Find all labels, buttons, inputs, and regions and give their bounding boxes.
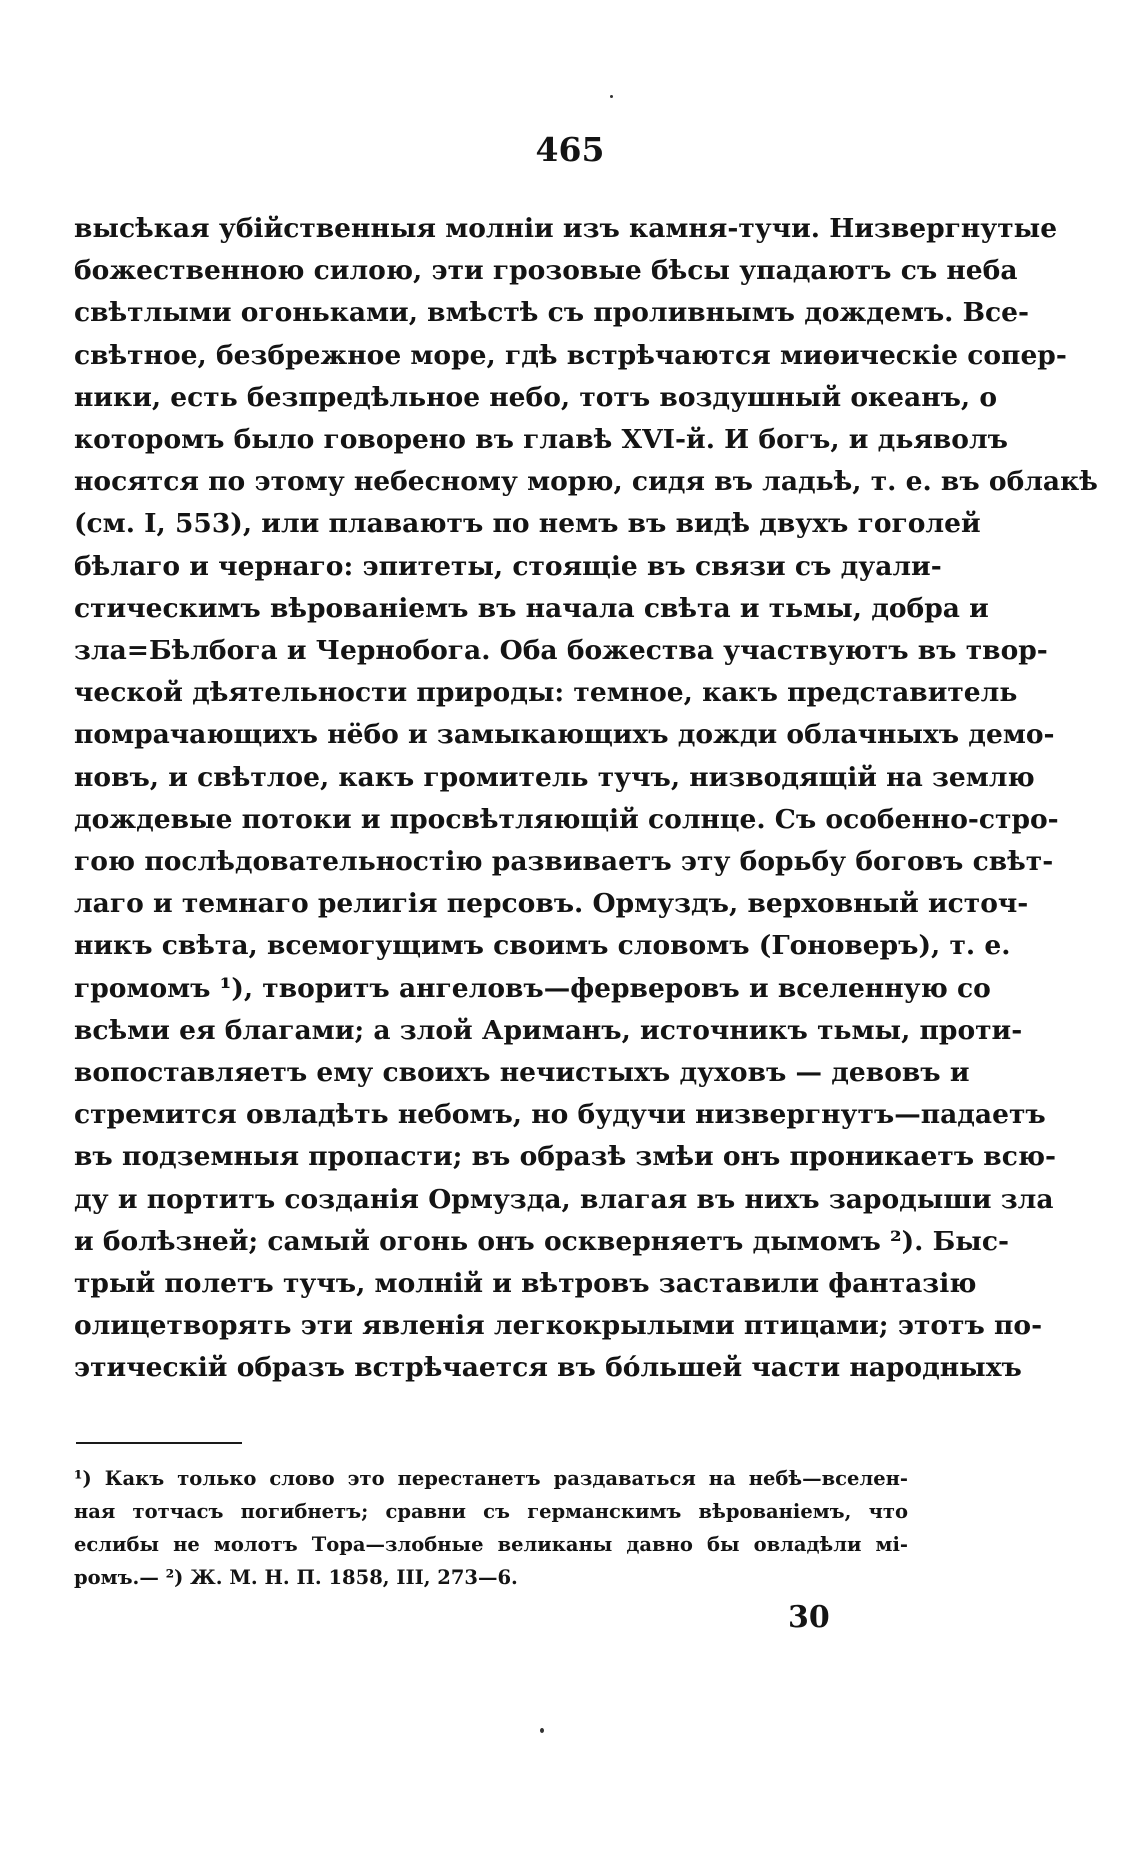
text-line: ческой дѣятельности природы: темное, какъ представитель	[74, 677, 1018, 709]
text-line: высѣкая убійственныя молніи изъ камня-тучи. Низвергнутые	[74, 213, 1058, 244]
text-line: трый полетъ тучъ, молній и вѣтровъ заставили фантазію	[74, 1268, 977, 1300]
paper-speck	[540, 1728, 544, 1733]
text-line: гою послѣдовательностію развиваетъ эту борьбу боговъ свѣт-	[74, 846, 1054, 878]
text-line: этическій образъ встрѣчается въ бóльшей части народныхъ	[74, 1352, 1022, 1384]
text-line: и болѣзней; самый огонь онъ оскверняетъ дымомъ ²). Быс-	[74, 1225, 1009, 1257]
paper-speck	[610, 95, 613, 98]
page-number: 465	[535, 130, 605, 169]
signature-mark: 30	[788, 1600, 830, 1635]
text-line: ду и портитъ созданія Ормузда, влагая въ нихъ зародыши зла	[74, 1183, 1054, 1215]
body-text	[74, 208, 1098, 1390]
text-line: которомъ было говорено въ главѣ XVI-й. И богъ, и дьяволъ	[74, 424, 1008, 456]
text-line: вопоставляетъ ему своихъ нечистыхъ духовъ — девовъ и	[74, 1057, 970, 1089]
footnote-line: ная тотчасъ погибнетъ; сравни съ германскимъ вѣрованіемъ, что	[74, 1500, 908, 1523]
text-line: стическимъ вѣрованіемъ въ начала свѣта и тьмы, добра и	[74, 592, 989, 624]
text-line: божественною силою, эти грозовые бѣсы упадаютъ съ неба	[74, 255, 1018, 287]
text-line: зла=Бѣлбога и Чернобога. Оба божества участвуютъ въ твор-	[74, 635, 1048, 667]
text-line: громомъ ¹), творитъ ангеловъ—ферверовъ и вселенную со	[74, 972, 991, 1004]
footnote-rule	[76, 1442, 242, 1444]
footnote-line: ¹) Какъ только слово это перестанетъ раздаваться на небѣ—вселен-	[74, 1467, 908, 1490]
footnotes	[74, 1462, 908, 1594]
text-line: всѣми ея благами; а злой Ариманъ, источникъ тьмы, проти-	[74, 1014, 1023, 1046]
text-line: дождевые потоки и просвѣтляющій солнце. Съ особенно-стро-	[74, 803, 1059, 835]
text-line: новъ, и свѣтлое, какъ громитель тучъ, низводящій на землю	[74, 761, 1035, 793]
footnote-line: еслибы не молотъ Тора—злобные великаны давно бы овладѣли мі-	[74, 1533, 908, 1556]
text-line: въ подземныя пропасти; въ образѣ змѣи онъ проникаетъ всю-	[74, 1141, 1057, 1173]
text-line: стремится овладѣть небомъ, но будучи низвергнутъ—падаетъ	[74, 1099, 1046, 1131]
text-line: никъ свѣта, всемогущимъ своимъ словомъ (Гоноверъ), т. е.	[74, 930, 1011, 962]
text-line: лаго и темнаго религія персовъ. Ормуздъ, верховный источ-	[74, 888, 1029, 920]
text-line: бѣлаго и чернаго: эпитеты, стоящіе въ связи съ дуали-	[74, 550, 942, 582]
text-line: свѣтное, безбрежное море, гдѣ встрѣчаются миѳическіе сопер-	[74, 339, 1067, 371]
text-line: ники, есть безпредѣльное небо, тотъ воздушный океанъ, о	[74, 381, 998, 413]
footnote-line: ромъ.— ²) Ж. М. Н. П. 1858, III, 273—6.	[74, 1566, 518, 1589]
text-line: (см. I, 553), или плаваютъ по немъ въ видѣ двухъ гоголей	[74, 508, 981, 540]
text-line: олицетворять эти явленія легкокрылыми птицами; этотъ по-	[74, 1310, 1043, 1342]
text-line: свѣтлыми огоньками, вмѣстѣ съ проливнымъ дождемъ. Все-	[74, 297, 1030, 329]
text-line: помрачающихъ нёбо и замыкающихъ дожди облачныхъ демо-	[74, 719, 1055, 751]
text-line: носятся по этому небесному морю, сидя въ ладьѣ, т. е. въ облакѣ	[74, 466, 1098, 498]
